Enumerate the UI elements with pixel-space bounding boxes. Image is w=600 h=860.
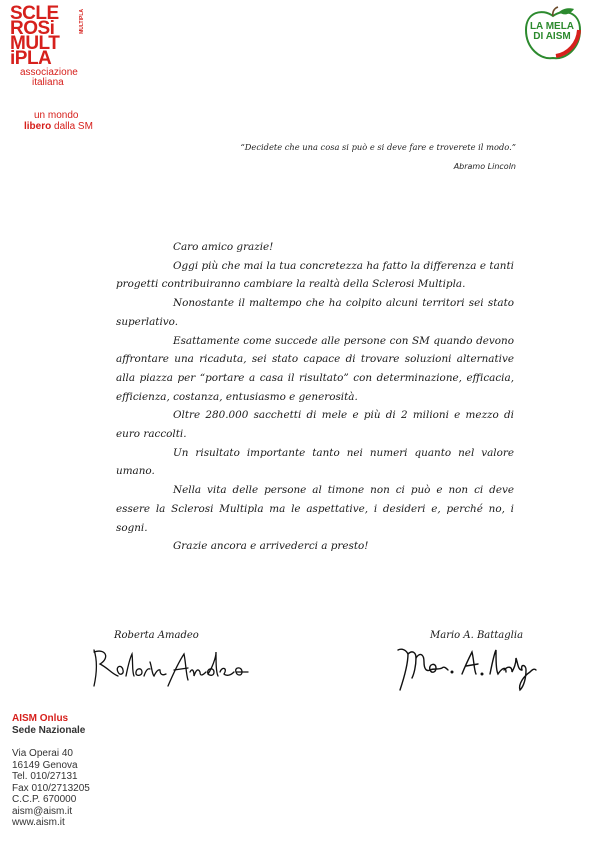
letter-paragraph: Oltre 280.000 sacchetti di mele e più di 2 milioni e mezzo di euro raccolti.: [116, 409, 514, 441]
footer-email[interactable]: aism@aism.it: [12, 805, 73, 817]
footer-city: 16149 Genova: [12, 759, 78, 771]
la-mela-text: [522, 22, 582, 42]
logo-line-3: MULT: [10, 33, 60, 54]
footer-hq-label: Sede Nazionale: [12, 724, 86, 736]
signature-right: [392, 640, 542, 695]
logo-tagline-1: un mondo: [34, 110, 79, 121]
signatory-left-name: Roberta Amadeo: [114, 630, 199, 641]
footer-website[interactable]: www.aism.it: [12, 817, 65, 828]
logo-assoc-line-2: italiana: [32, 77, 64, 88]
letter-greeting: Caro amico grazie!: [173, 241, 274, 253]
footer-phone: Tel. 010/27131: [12, 771, 78, 782]
logo-tagline: [24, 110, 120, 132]
letter-body: [116, 238, 514, 556]
logo-assoc-line-1: associazione: [20, 67, 78, 78]
logo-association: [20, 67, 120, 88]
letter-closing: Grazie ancora e arrivederci a presto!: [173, 540, 369, 553]
la-mela-logo: [522, 6, 584, 62]
footer-fax: Fax 010/2713205: [12, 782, 90, 794]
letter-paragraph: Nella vita delle persone al timone non ci può e non ci deve essere la Sclerosi Multipla ma le aspettative, i desideri e, perché no, i sogni.: [116, 484, 514, 534]
letter-paragraph: Un risultato importante tanto nei numeri quanto nel valore umano.: [116, 446, 514, 478]
quote-author: Abramo Lincoln: [453, 162, 516, 171]
logo-wordmark: [10, 3, 120, 69]
signatory-right-name: Mario A. Battaglia: [430, 630, 524, 641]
logo-small-text: MULTIPLA: [79, 9, 85, 34]
logo-line-1: SCLE: [10, 3, 59, 24]
footer-org-name: AISM Onlus: [12, 713, 69, 724]
logo-tagline-rest: dalla SM: [51, 121, 93, 132]
aism-logo: [10, 3, 120, 132]
letter-paragraph: Esattamente come succede alle persone con SM quando devono affrontare una ricaduta, sei stato capace di trovare soluzioni alternative alla piazza per “portare a casa il risultato” con determinazione, efficacia, efficienza, costanza, entusiasmo e generosità.: [116, 334, 514, 403]
letter-paragraph: Oggi più che mai la tua concretezza ha fatto la differenza e tanti progetti contribuiranno cambiare la realtà della Sclerosi Multipla.: [116, 259, 514, 291]
signature-left: [88, 642, 258, 692]
quote-text: “Decidete che una cosa si può e si deve fare e troverete il modo.”: [240, 142, 516, 152]
logo-tagline-2: [24, 121, 120, 132]
footer-address: Via Operai 40: [12, 748, 73, 759]
la-mela-line-2: DI AISM: [533, 31, 571, 42]
la-mela-line-1: LA MELA: [529, 21, 575, 32]
logo-line-4: iPLA: [10, 48, 52, 69]
footer-contacts: [12, 713, 90, 829]
footer-ccp: C.C.P. 670000: [12, 794, 77, 805]
logo-tagline-bold: libero: [24, 121, 52, 132]
logo-line-2: ROSi: [10, 18, 55, 39]
letter-paragraph: Nonostante il maltempo che ha colpito alcuni territori sei stato superlativo.: [116, 297, 514, 328]
